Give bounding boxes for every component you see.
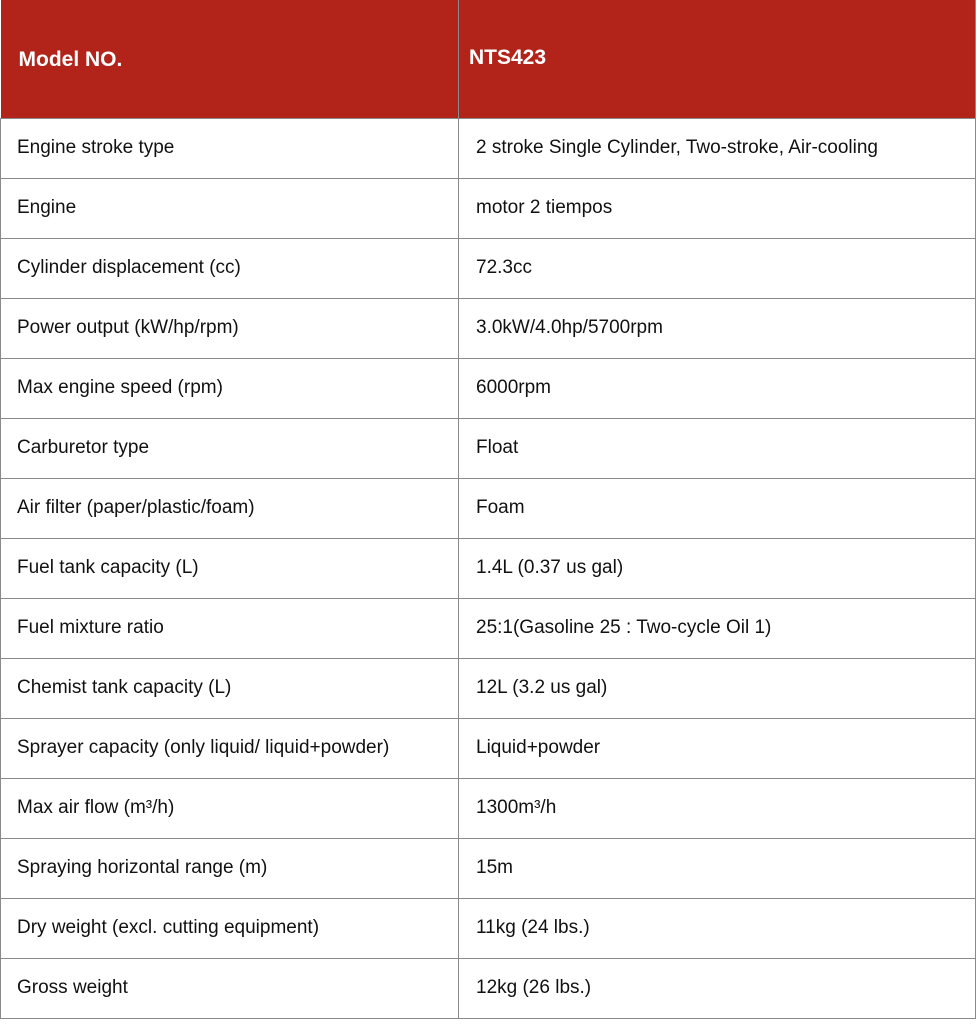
spec-value: 25:1(Gasoline 25 : Two-cycle Oil 1) [459,598,976,658]
table-row [1,178,976,238]
table-row [1,118,976,178]
spec-value: 2 stroke Single Cylinder, Two-stroke, Air-cooling [459,118,976,178]
spec-label: Fuel tank capacity (L) [1,538,459,598]
spec-label: Engine stroke type [1,118,459,178]
table-row [1,658,976,718]
spec-label: Carburetor type [1,418,459,478]
spec-value: 72.3cc [459,238,976,298]
spec-label: Spraying horizontal range (m) [1,838,459,898]
spec-value: 12L (3.2 us gal) [459,658,976,718]
table-row [1,298,976,358]
spec-label: Power output (kW/hp/rpm) [1,298,459,358]
table-row [1,958,976,1018]
spec-value: 1300m³/h [459,778,976,838]
spec-value: 3.0kW/4.0hp/5700rpm [459,298,976,358]
spec-value: Float [459,418,976,478]
spec-label: Cylinder displacement (cc) [1,238,459,298]
table-row [1,718,976,778]
spec-value: 1.4L (0.37 us gal) [459,538,976,598]
table-row [1,358,976,418]
table-row [1,778,976,838]
spec-label: Chemist tank capacity (L) [1,658,459,718]
spec-value: motor 2 tiempos [459,178,976,238]
spec-value: Liquid+powder [459,718,976,778]
spec-label: Air filter (paper/plastic/foam) [1,478,459,538]
spec-table-body [1,118,976,1018]
spec-value: 12kg (26 lbs.) [459,958,976,1018]
model-label: Model NO. [1,0,459,118]
spec-label: Sprayer capacity (only liquid/ liquid+powder) [1,718,459,778]
spec-label: Gross weight [1,958,459,1018]
table-row [1,838,976,898]
spec-label: Fuel mixture ratio [1,598,459,658]
spec-label: Max engine speed (rpm) [1,358,459,418]
header-row [1,0,976,118]
spec-label: Dry weight (excl. cutting equipment) [1,898,459,958]
spec-value: 6000rpm [459,358,976,418]
table-row [1,598,976,658]
table-row [1,898,976,958]
spec-label: Max air flow (m³/h) [1,778,459,838]
model-value: NTS423 [459,0,976,118]
table-row [1,418,976,478]
table-row [1,538,976,598]
table-row [1,238,976,298]
spec-value: 15m [459,838,976,898]
spec-value: 11kg (24 lbs.) [459,898,976,958]
spec-table-header [1,0,976,118]
spec-value: Foam [459,478,976,538]
spec-label: Engine [1,178,459,238]
table-row [1,478,976,538]
